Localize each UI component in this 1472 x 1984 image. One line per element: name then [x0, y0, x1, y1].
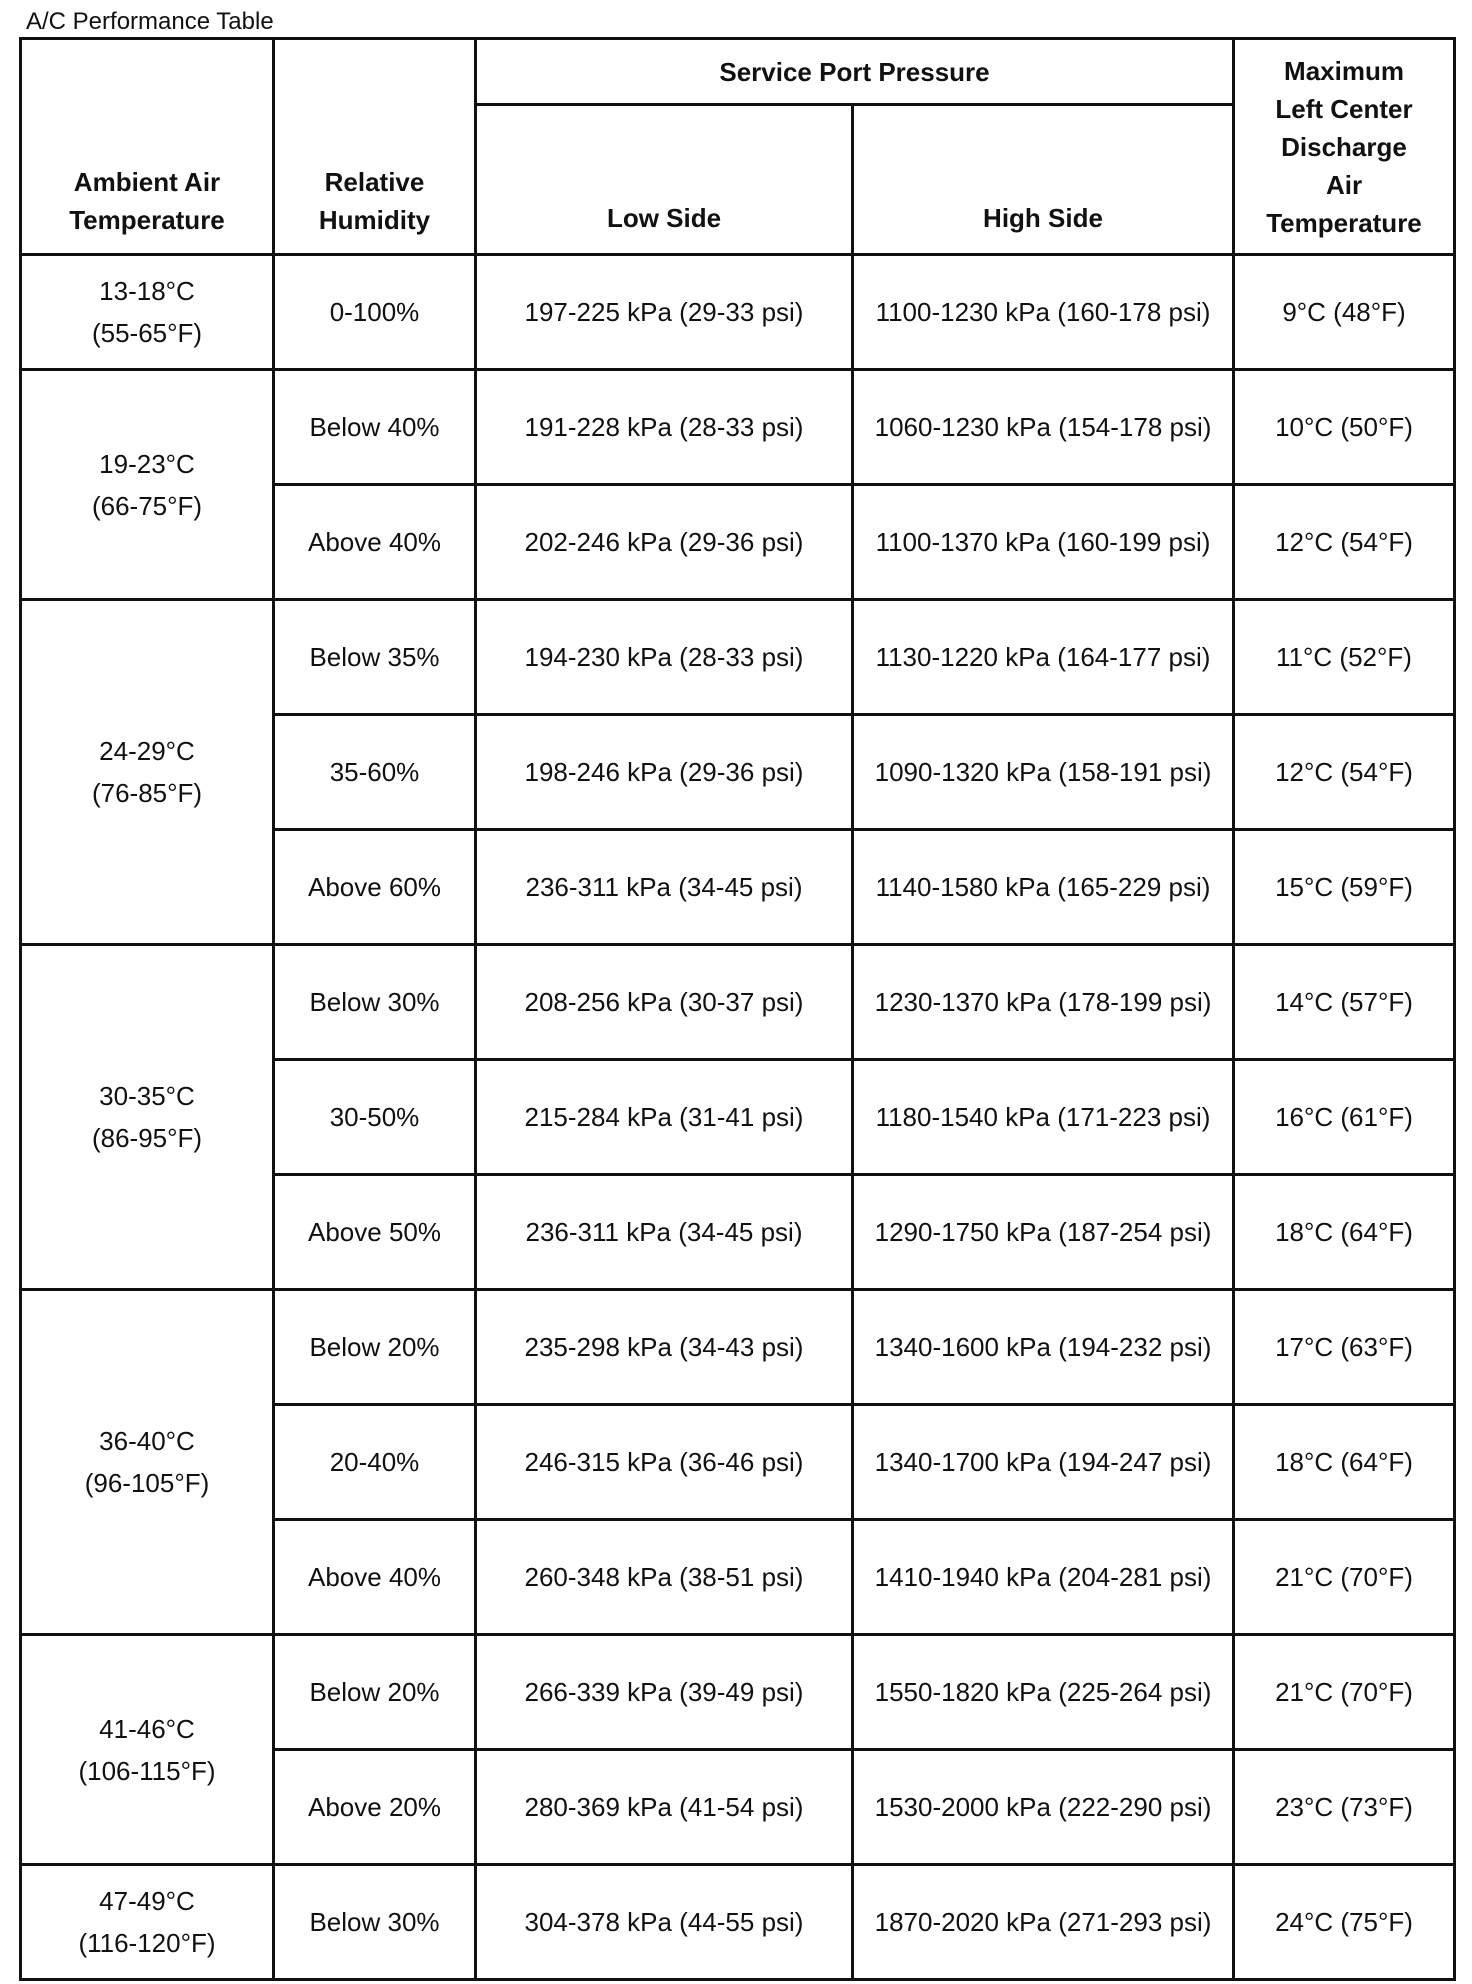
- discharge-temperature-cell: 21°C (70°F): [1234, 1635, 1455, 1750]
- low-side-pressure-cell: 260-348 kPa (38-51 psi): [476, 1520, 853, 1635]
- low-side-pressure-cell: 304-378 kPa (44-55 psi): [476, 1865, 853, 1980]
- humidity-cell: Above 40%: [274, 485, 476, 600]
- low-side-pressure-cell: 215-284 kPa (31-41 psi): [476, 1060, 853, 1175]
- header-humidity-line: Humidity: [318, 205, 431, 235]
- ambient-temperature-line: (55-65°F): [91, 318, 203, 348]
- low-side-pressure-cell: 266-339 kPa (39-49 psi): [476, 1635, 853, 1750]
- ambient-temperature-cell: [21, 1290, 274, 1635]
- humidity-cell: 0-100%: [274, 255, 476, 370]
- ambient-temperature-cell: [21, 1635, 274, 1865]
- high-side-pressure-cell: 1290-1750 kPa (187-254 psi): [853, 1175, 1234, 1290]
- ambient-temperature-line: 19-23°C: [99, 448, 195, 479]
- table-row: [21, 600, 1455, 715]
- header-service-port-pressure: Service Port Pressure: [476, 39, 1234, 105]
- ambient-temperature-cell: [21, 1865, 274, 1980]
- low-side-pressure-cell: 197-225 kPa (29-33 psi): [476, 255, 853, 370]
- header-high-side: High Side: [853, 105, 1234, 255]
- humidity-cell: Above 50%: [274, 1175, 476, 1290]
- discharge-temperature-cell: 18°C (64°F): [1234, 1175, 1455, 1290]
- low-side-pressure-cell: 236-311 kPa (34-45 psi): [476, 830, 853, 945]
- discharge-temperature-cell: 12°C (54°F): [1234, 485, 1455, 600]
- header-max-discharge-air-temperature: [1234, 39, 1455, 255]
- discharge-temperature-cell: 24°C (75°F): [1234, 1865, 1455, 1980]
- ambient-temperature-line: 36-40°C: [99, 1426, 195, 1456]
- ambient-temperature-line: (76-85°F): [91, 778, 203, 808]
- table-row: [21, 1290, 1455, 1405]
- high-side-pressure-cell: 1140-1580 kPa (165-229 psi): [853, 830, 1234, 945]
- humidity-cell: Below 40%: [274, 370, 476, 485]
- low-side-pressure-cell: 194-230 kPa (28-33 psi): [476, 600, 853, 715]
- ambient-temperature-cell: [21, 600, 274, 945]
- header-discharge-line: Temperature: [1266, 207, 1422, 238]
- low-side-pressure-cell: 208-256 kPa (30-37 psi): [476, 945, 853, 1060]
- ambient-temperature-cell: [21, 945, 274, 1290]
- high-side-pressure-cell: 1340-1600 kPa (194-232 psi): [853, 1290, 1234, 1405]
- table-row: [21, 1865, 1455, 1980]
- humidity-cell: 35-60%: [274, 715, 476, 830]
- header-discharge-line: Maximum: [1284, 55, 1404, 86]
- high-side-pressure-cell: 1530-2000 kPa (222-290 psi): [853, 1750, 1234, 1865]
- ambient-temperature-line: (86-95°F): [91, 1123, 203, 1153]
- low-side-pressure-cell: 198-246 kPa (29-36 psi): [476, 715, 853, 830]
- discharge-temperature-cell: 11°C (52°F): [1234, 600, 1455, 715]
- humidity-cell: Below 20%: [274, 1635, 476, 1750]
- header-relative-humidity: [274, 39, 476, 255]
- header-ambient-line: Ambient Air: [73, 167, 221, 197]
- discharge-temperature-cell: 18°C (64°F): [1234, 1405, 1455, 1520]
- high-side-pressure-cell: 1100-1230 kPa (160-178 psi): [853, 255, 1234, 370]
- low-side-pressure-cell: 191-228 kPa (28-33 psi): [476, 370, 853, 485]
- table-row: [21, 1635, 1455, 1750]
- header-humidity-line: Relative: [324, 167, 425, 197]
- ambient-temperature-line: 47-49°C: [99, 1886, 195, 1916]
- low-side-pressure-cell: 202-246 kPa (29-36 psi): [476, 485, 853, 600]
- ambient-temperature-line: (66-75°F): [91, 490, 203, 521]
- header-low-side: Low Side: [476, 105, 853, 255]
- humidity-cell: Below 30%: [274, 1865, 476, 1980]
- humidity-cell: Above 40%: [274, 1520, 476, 1635]
- discharge-temperature-cell: 14°C (57°F): [1234, 945, 1455, 1060]
- header-ambient-air-temperature: [21, 39, 274, 255]
- humidity-cell: 20-40%: [274, 1405, 476, 1520]
- discharge-temperature-cell: 12°C (54°F): [1234, 715, 1455, 830]
- high-side-pressure-cell: 1100-1370 kPa (160-199 psi): [853, 485, 1234, 600]
- page-title: A/C Performance Table: [26, 8, 274, 35]
- high-side-pressure-cell: 1870-2020 kPa (271-293 psi): [853, 1865, 1234, 1980]
- ambient-temperature-line: 13-18°C: [99, 276, 195, 306]
- high-side-pressure-cell: 1230-1370 kPa (178-199 psi): [853, 945, 1234, 1060]
- humidity-cell: Above 20%: [274, 1750, 476, 1865]
- discharge-temperature-cell: 16°C (61°F): [1234, 1060, 1455, 1175]
- humidity-cell: 30-50%: [274, 1060, 476, 1175]
- high-side-pressure-cell: 1410-1940 kPa (204-281 psi): [853, 1520, 1234, 1635]
- discharge-temperature-cell: 21°C (70°F): [1234, 1520, 1455, 1635]
- header-ambient-line: Temperature: [69, 205, 225, 235]
- discharge-temperature-cell: 23°C (73°F): [1234, 1750, 1455, 1865]
- ambient-temperature-cell: [21, 370, 274, 600]
- high-side-pressure-cell: 1340-1700 kPa (194-247 psi): [853, 1405, 1234, 1520]
- ambient-temperature-line: (116-120°F): [78, 1928, 216, 1958]
- ambient-temperature-cell: [21, 255, 274, 370]
- ambient-temperature-line: 24-29°C: [99, 736, 195, 766]
- high-side-pressure-cell: 1550-1820 kPa (225-264 psi): [853, 1635, 1234, 1750]
- high-side-pressure-cell: 1180-1540 kPa (171-223 psi): [853, 1060, 1234, 1175]
- discharge-temperature-cell: 9°C (48°F): [1234, 255, 1455, 370]
- high-side-pressure-cell: 1060-1230 kPa (154-178 psi): [853, 370, 1234, 485]
- humidity-cell: Below 30%: [274, 945, 476, 1060]
- ambient-temperature-line: (96-105°F): [84, 1468, 210, 1498]
- discharge-temperature-cell: 10°C (50°F): [1234, 370, 1455, 485]
- discharge-temperature-cell: 15°C (59°F): [1234, 830, 1455, 945]
- humidity-cell: Below 35%: [274, 600, 476, 715]
- header-discharge-line: Left Center: [1275, 93, 1413, 124]
- header-discharge-line: Discharge: [1281, 131, 1407, 162]
- humidity-cell: Below 20%: [274, 1290, 476, 1405]
- low-side-pressure-cell: 246-315 kPa (36-46 psi): [476, 1405, 853, 1520]
- ambient-temperature-line: 30-35°C: [99, 1081, 195, 1111]
- table-row: [21, 255, 1455, 370]
- high-side-pressure-cell: 1090-1320 kPa (158-191 psi): [853, 715, 1234, 830]
- ac-performance-table: [19, 37, 1456, 1981]
- low-side-pressure-cell: 235-298 kPa (34-43 psi): [476, 1290, 853, 1405]
- low-side-pressure-cell: 280-369 kPa (41-54 psi): [476, 1750, 853, 1865]
- humidity-cell: Above 60%: [274, 830, 476, 945]
- low-side-pressure-cell: 236-311 kPa (34-45 psi): [476, 1175, 853, 1290]
- table-body: [21, 255, 1455, 1980]
- table-row: [21, 945, 1455, 1060]
- ambient-temperature-line: (106-115°F): [78, 1755, 216, 1786]
- ambient-temperature-line: 41-46°C: [99, 1713, 195, 1744]
- high-side-pressure-cell: 1130-1220 kPa (164-177 psi): [853, 600, 1234, 715]
- discharge-temperature-cell: 17°C (63°F): [1234, 1290, 1455, 1405]
- table-row: [21, 370, 1455, 485]
- header-discharge-line: Air: [1325, 169, 1363, 200]
